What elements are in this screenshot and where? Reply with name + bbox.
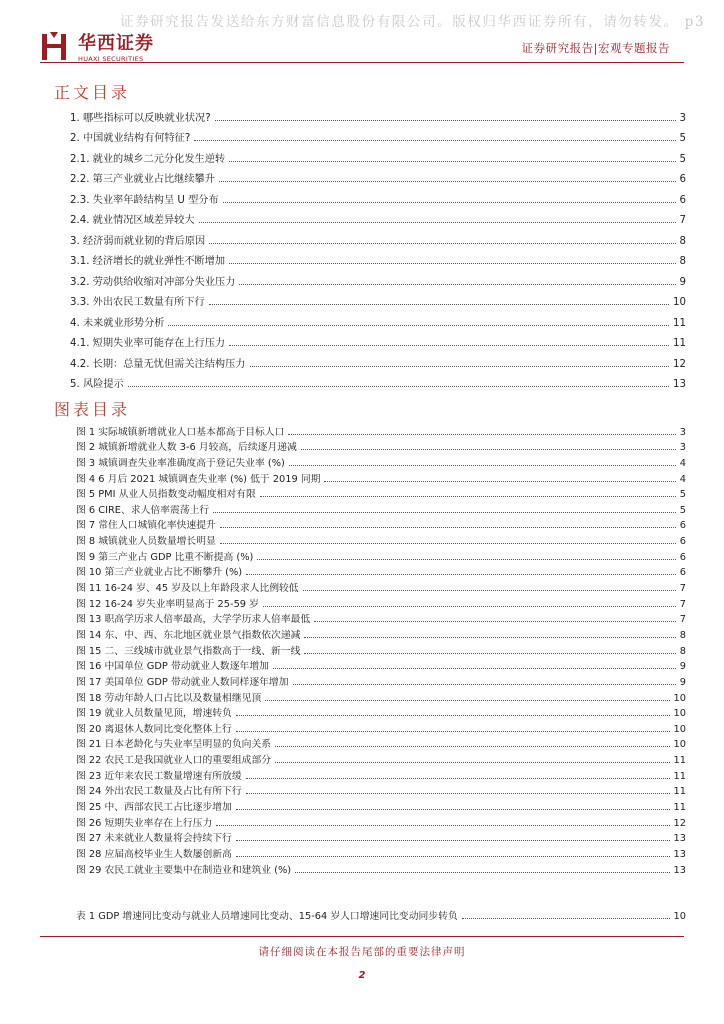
toc-entry-page: 6: [679, 536, 686, 548]
toc-entry-label: 2.4. 就业情况区域差异较大: [70, 211, 197, 226]
header-divider: [40, 62, 684, 63]
dot-leader: [260, 496, 676, 497]
toc-entry-label: 2.2. 第三产业就业占比继续攀升: [70, 170, 217, 185]
contents-title: 正文目录: [54, 83, 131, 102]
dot-leader: [215, 120, 676, 121]
toc-entry-page: 7: [679, 598, 686, 610]
dot-leader: [462, 918, 670, 919]
dot-leader: [289, 465, 676, 466]
dot-leader: [220, 527, 676, 528]
toc-entry-label: 图 28 应届高校毕业生人数屡创新高: [76, 846, 234, 860]
dot-leader: [168, 325, 669, 326]
dot-leader: [250, 366, 670, 367]
page-number: 2: [358, 970, 366, 981]
toc-entry-label: 图 17 美国单位 GDP 带动就业人数同样逐年增加: [76, 674, 291, 688]
toc-entry-label: 图 1 实际城镇新增就业人口基本都高于目标人口: [76, 424, 286, 438]
toc-entry[interactable]: [76, 719, 686, 735]
toc-entry-page: 10: [673, 297, 686, 308]
toc-entry-label: 5. 风险提示: [70, 375, 126, 390]
toc-entry-label: 图 14 东、中、西、东北地区就业景气指数依次递减: [76, 627, 302, 641]
toc-entry-label: 图 10 第三产业就业占比不断攀升 (%): [76, 564, 244, 578]
toc-entry[interactable]: [70, 206, 686, 227]
toc-entry-page: 10: [673, 692, 686, 704]
toc-entry[interactable]: [70, 185, 686, 206]
toc-entry-label: 图 13 职高学历求人倍率最高，大学学历求人倍率最低: [76, 611, 312, 625]
toc-entry-page: 4: [679, 457, 686, 469]
toc-entry-page: 11: [673, 338, 686, 349]
dot-leader: [288, 434, 675, 435]
toc-entry-page: 13: [673, 864, 686, 876]
toc-entry[interactable]: [76, 641, 686, 657]
toc-entry[interactable]: [76, 531, 686, 547]
toc-entry[interactable]: [76, 782, 686, 798]
toc-entry-page: 8: [679, 235, 686, 247]
toc-entry-label: 图 19 就业人员数量见顶，增速转负: [76, 705, 234, 719]
toc-entry-label: 图 16 中国单位 GDP 带动就业人数逐年增加: [76, 658, 271, 672]
dot-leader: [128, 386, 669, 387]
toc-entry[interactable]: [76, 625, 686, 641]
toc-entry-label: 图 22 农民工是我国就业人口的重要组成部分: [76, 752, 273, 766]
toc-entry-label: 图 8 城镇就业人员数量增长明显: [76, 533, 218, 547]
toc-entry-page: 7: [679, 215, 686, 226]
toc-entry[interactable]: [76, 547, 686, 563]
footer-divider: [40, 936, 684, 937]
tables-list: [76, 906, 686, 922]
toc-entry-label: 2. 中国就业结构有何特征?: [70, 129, 192, 144]
dot-leader: [239, 284, 675, 285]
toc-entry-page: 3: [679, 426, 686, 438]
report-type-label: 证券研究报告|宏观专题报告: [521, 41, 670, 55]
toc-entry-page: 6: [679, 567, 686, 579]
dot-leader: [213, 512, 676, 513]
dot-leader: [219, 181, 676, 182]
dot-leader: [209, 304, 669, 305]
toc-entry-page: 11: [673, 755, 686, 767]
toc-entry-page: 3: [679, 442, 686, 454]
dot-leader: [229, 345, 669, 346]
toc-entry[interactable]: [76, 735, 686, 751]
toc-entry-label: 4. 未来就业形势分析: [70, 314, 166, 329]
dot-leader: [229, 161, 675, 162]
toc-entry[interactable]: [76, 860, 686, 876]
toc-entry-page: 12: [673, 358, 686, 370]
toc-entry-page: 6: [679, 520, 686, 532]
toc-entry-label: 图 15 二、三线城市就业景气指数高于一线、新一线: [76, 643, 302, 657]
toc-entry[interactable]: [76, 438, 686, 454]
dot-leader: [199, 222, 676, 223]
dot-leader: [295, 872, 669, 873]
toc-entry[interactable]: [76, 516, 686, 532]
figures-title: 图表目录: [54, 400, 131, 419]
toc-entry[interactable]: [76, 704, 686, 720]
toc-entry[interactable]: [76, 672, 686, 688]
toc-entry-label: 3.3. 外出农民工数量有所下行: [70, 293, 207, 308]
huaxi-logo-icon: [42, 32, 66, 60]
toc-entry[interactable]: [70, 308, 686, 329]
toc-entry[interactable]: [76, 453, 686, 469]
dot-leader: [236, 715, 670, 716]
toc-entry[interactable]: [76, 485, 686, 501]
toc-entry-label: 图 12 16-24 岁失业率明显高于 25-59 岁: [76, 596, 261, 610]
toc-entry[interactable]: [70, 124, 686, 145]
toc-entry-page: 9: [679, 276, 686, 288]
dot-leader: [220, 543, 676, 544]
toc-entry[interactable]: [76, 750, 686, 766]
dot-leader: [236, 840, 670, 841]
toc-entry-page: 7: [679, 583, 686, 595]
dot-leader: [304, 653, 675, 654]
dot-leader: [314, 621, 676, 622]
toc-entry-label: 图 24 外出农民工数量及占比有所下行: [76, 783, 244, 797]
toc-entry[interactable]: [70, 370, 686, 391]
dot-leader: [223, 202, 676, 203]
toc-entry-page: 9: [679, 676, 686, 688]
toc-entry-label: 图 29 农民工就业主要集中在制造业和建筑业 (%): [76, 862, 293, 876]
toc-entry[interactable]: [76, 906, 686, 922]
dot-leader: [263, 606, 676, 607]
toc-entry-page: 10: [673, 723, 686, 735]
toc-entry-page: 8: [679, 629, 686, 641]
brand-logo: [36, 26, 176, 64]
toc-entry[interactable]: [70, 267, 686, 288]
toc-entry-page: 13: [673, 833, 686, 845]
toc-entry-label: 3.2. 劳动供给收缩对冲部分失业压力: [70, 273, 237, 288]
toc-entry-page: 6: [679, 174, 686, 185]
toc-entry-label: 2.1. 就业的城乡二元分化发生逆转: [70, 150, 227, 165]
dot-leader: [304, 637, 675, 638]
toc-entry-label: 图 20 离退休人数同比变化整体上行: [76, 721, 234, 735]
toc-entry[interactable]: [70, 247, 686, 268]
toc-entry[interactable]: [76, 829, 686, 845]
dot-leader: [324, 481, 675, 482]
toc-entry-page: 10: [673, 739, 686, 751]
toc-entry[interactable]: [76, 610, 686, 626]
toc-entry-label: 表 1 GDP 增速同比变动与就业人员增速同比变动、15-64 岁人口增速同比变动同步转负: [76, 908, 460, 922]
legal-notice: 请仔细阅读在本报告尾部的重要法律声明: [258, 946, 466, 958]
toc-entry[interactable]: [76, 766, 686, 782]
toc-entry-label: 1. 哪些指标可以反映就业状况?: [70, 109, 213, 124]
figures-list: [76, 422, 686, 876]
toc-entry[interactable]: [70, 288, 686, 309]
dot-leader: [275, 762, 669, 763]
toc-entry-label: 3. 经济弱而就业韧的背后原因: [70, 232, 207, 247]
dot-leader: [229, 263, 675, 264]
toc-entry[interactable]: [76, 594, 686, 610]
toc-entry-page: 3: [679, 112, 686, 124]
dot-leader: [273, 668, 676, 669]
dot-leader: [209, 243, 675, 244]
toc-entry-label: 图 23 近年来农民工数量增速有所放缓: [76, 768, 244, 782]
toc-entry-page: 5: [679, 153, 686, 165]
dot-leader: [236, 731, 670, 732]
toc-entry[interactable]: [76, 422, 686, 438]
toc-entry-page: 11: [673, 786, 686, 798]
toc-entry[interactable]: [76, 563, 686, 579]
toc-entry-page: 4: [679, 473, 686, 485]
toc-entry[interactable]: [70, 329, 686, 350]
toc-entry[interactable]: [70, 165, 686, 186]
toc-entry-page: 6: [679, 194, 686, 206]
toc-entry-page: 8: [679, 645, 686, 657]
toc-entry-label: 图 9 第三产业占 GDP 比重不断提高 (%): [76, 549, 255, 563]
dot-leader: [301, 449, 676, 450]
toc-entry[interactable]: [76, 797, 686, 813]
toc-entry-label: 图 18 劳动年龄人口占比以及数量相继见顶: [76, 690, 263, 704]
toc-entry-label: 图 25 中、西部农民工占比逐步增加: [76, 799, 234, 813]
toc-entry-label: 图 26 短期失业率存在上行压力: [76, 815, 214, 829]
toc-entry-page: 11: [673, 802, 686, 814]
toc-entry-page: 12: [673, 817, 686, 829]
dot-leader: [236, 809, 670, 810]
toc-entry-label: 图 4 6 月后 2021 城镇调查失业率 (%) 低于 2019 同期: [76, 471, 322, 485]
toc-entry[interactable]: [70, 226, 686, 247]
toc-entry-page: 11: [673, 770, 686, 782]
dot-leader: [216, 825, 669, 826]
toc-entry-label: 图 5 PMI 从业人员指数变动幅度相对有限: [76, 486, 258, 500]
toc-entry[interactable]: [70, 144, 686, 165]
toc-entry-page: 5: [679, 504, 686, 516]
toc-entry-label: 4.1. 短期失业率可能存在上行压力: [70, 334, 227, 349]
toc-entry-page: 11: [673, 317, 686, 329]
toc-entry-page: 5: [679, 133, 686, 144]
toc-entry-label: 图 27 未来就业人数量将会持续下行: [76, 830, 234, 844]
dot-leader: [257, 559, 675, 560]
toc-entry-page: 13: [673, 848, 686, 860]
toc-entry-label: 图 11 16-24 岁、45 岁及以上年龄段求人比例较低: [76, 580, 301, 594]
dot-leader: [303, 590, 676, 591]
toc-entry[interactable]: [76, 578, 686, 594]
brand-name-cn: 华西证券: [78, 33, 154, 54]
toc-entry[interactable]: [76, 657, 686, 673]
toc-entry[interactable]: [76, 500, 686, 516]
contents-list: [70, 103, 686, 390]
toc-entry-page: 13: [673, 379, 686, 390]
dot-leader: [246, 574, 676, 575]
toc-entry-label: 图 7 常住人口城镇化率快速提升: [76, 517, 218, 531]
toc-entry[interactable]: [76, 844, 686, 860]
toc-entry-label: 图 2 城镇新增就业人数 3-6 月较高，后续逐月递减: [76, 439, 299, 453]
toc-entry-label: 4.2. 长期：总量无忧但需关注结构压力: [70, 355, 248, 370]
brand-name-en: HUAXI SECURITIES: [78, 55, 144, 63]
toc-entry-label: 图 21 日本老龄化与失业率呈明显的负向关系: [76, 736, 273, 750]
toc-entry-page: 6: [679, 551, 686, 563]
toc-entry-page: 10: [673, 911, 686, 922]
toc-entry-page: 5: [679, 489, 686, 501]
dot-leader: [194, 140, 675, 141]
toc-entry-label: 3.1. 经济增长的就业弹性不断增加: [70, 252, 227, 267]
toc-entry-page: 8: [679, 256, 686, 267]
watermark-text: 证券研究报告发送给东方财富信息股份有限公司。版权归华西证券所有，请勿转发。 p3: [120, 14, 706, 30]
dot-leader: [265, 700, 669, 701]
dot-leader: [236, 856, 670, 857]
toc-entry[interactable]: [76, 688, 686, 704]
toc-entry-page: 7: [679, 614, 686, 626]
dot-leader: [293, 684, 676, 685]
toc-entry-page: 10: [673, 708, 686, 720]
toc-entry-label: 图 6 CIRE、求人倍率震荡上行: [76, 502, 211, 516]
toc-entry-label: 图 3 城镇调查失业率准确度高于登记失业率 (%): [76, 455, 287, 469]
toc-entry-page: 9: [679, 661, 686, 673]
toc-entry-label: 2.3. 失业率年龄结构呈 U 型分布: [70, 191, 221, 206]
toc-entry[interactable]: [76, 813, 686, 829]
toc-entry[interactable]: [70, 103, 686, 124]
toc-entry[interactable]: [70, 349, 686, 370]
dot-leader: [246, 793, 670, 794]
toc-entry[interactable]: [76, 469, 686, 485]
dot-leader: [275, 746, 669, 747]
dot-leader: [246, 778, 670, 779]
